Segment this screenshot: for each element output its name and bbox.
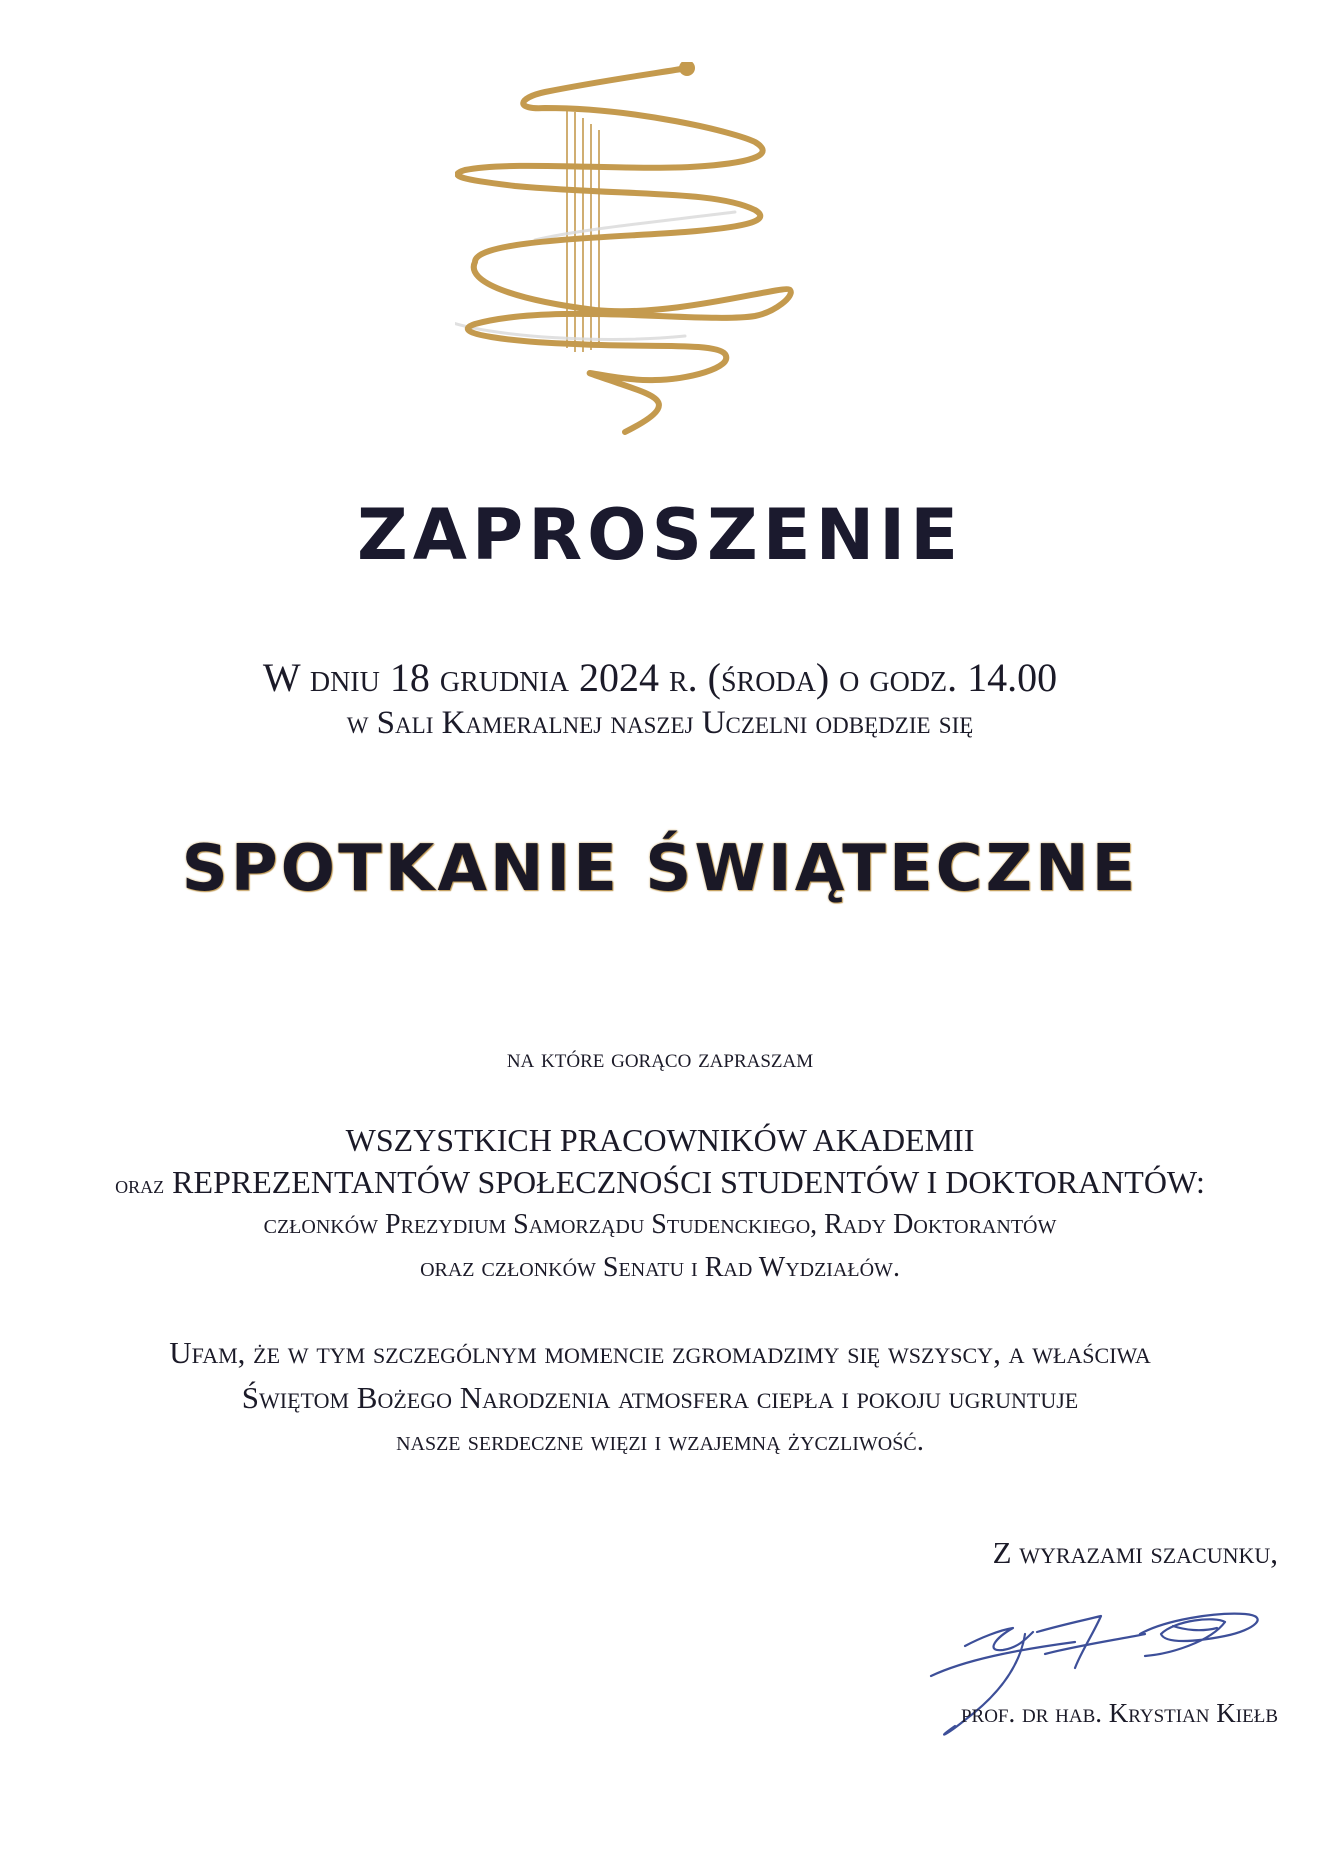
guests-line-2 [0, 1164, 1320, 1201]
closing-line-2: Świętom Bożego Narodzenia atmosfera ciepła i pokoju ugruntuje [241, 1380, 1079, 1415]
guests-line-3: członków Prezydium Samorządu Studenckiego, Rady Doktorantów [263, 1209, 1057, 1240]
harp-ribbon-logo-icon [455, 62, 875, 482]
venue-line: w Sali Kameralnej naszej Uczelni odbędzie się [346, 705, 974, 741]
closing-line-3: nasze serdeczne więzi i wzajemną życzliwość. [396, 1425, 924, 1457]
closing-line-1: Ufam, że w tym szczególnym momencie zgromadzimy się wszyscy, a właściwa [169, 1335, 1151, 1370]
guests-line-4: oraz członków Senatu i Rad Wydziałów. [420, 1252, 900, 1283]
regards: Z wyrazami szacunku, [992, 1535, 1278, 1570]
guests-line-2-main: REPREZENTANTÓW SPOŁECZNOŚCI STUDENTÓW I DOKTORANTÓW: [172, 1164, 1205, 1200]
guests-line-1: WSZYSTKICH PRACOWNIKÓW AKADEMII [345, 1122, 975, 1158]
guests-line-2-prefix: oraz [115, 1170, 165, 1199]
signer-name: prof. dr hab. Krystian Kiełb [960, 1698, 1278, 1728]
invite-intro: na które gorąco zapraszam [506, 1043, 814, 1073]
invitation-title: ZAPROSZENIE [356, 494, 964, 576]
date-line: W dniu 18 grudnia 2024 r. (środa) o godz. 14.00 [262, 655, 1058, 700]
event-name: SPOTKANIE ŚWIĄTECZNE [181, 832, 1139, 906]
